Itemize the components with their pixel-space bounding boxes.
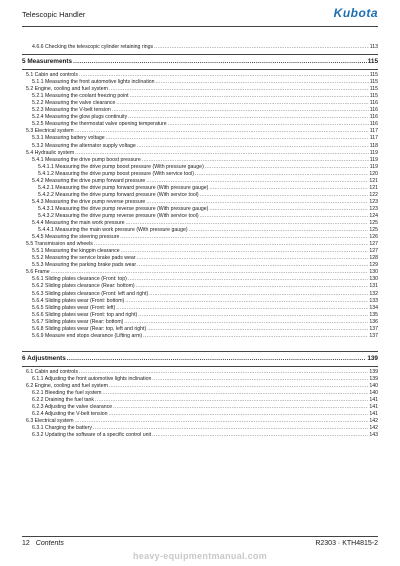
toc-entry[interactable] xyxy=(22,326,378,333)
toc-leader-dots xyxy=(113,404,368,411)
toc-page-number: 115 xyxy=(369,72,378,79)
toc-entry[interactable] xyxy=(22,192,378,199)
toc-page-number: 116 xyxy=(369,121,378,128)
toc-leader-dots xyxy=(137,262,368,269)
toc-page-number: 116 xyxy=(369,100,378,107)
toc-entry[interactable] xyxy=(22,404,378,411)
toc-entry[interactable] xyxy=(22,312,378,319)
toc-entry-title: 5.4.2.1 Measuring the drive pump forward pressure (With pressure gauge) xyxy=(38,184,209,191)
toc-entry-title: 5.3 Electrical system xyxy=(26,128,74,135)
toc-leader-dots xyxy=(209,206,368,213)
toc-page-number: 131 xyxy=(369,283,378,290)
footer-section: Contents xyxy=(35,540,64,547)
toc-entry-title: 5.3.1 Measuring battery voltage xyxy=(32,135,105,142)
toc-page-number: 140 xyxy=(369,389,378,396)
toc-entry[interactable] xyxy=(22,269,378,276)
toc-entry-title: 5.2.1 Measuring the coolant freezing point xyxy=(32,93,129,100)
toc-page-number: 133 xyxy=(369,297,378,304)
toc-page-number: 118 xyxy=(369,142,378,149)
toc-entry-title: 5.4.2 Measuring the drive pump forward pressure xyxy=(32,177,146,184)
toc-entry-title: 5.4.1.1 Measuring the drive pump boost pressure (With pressure gauge) xyxy=(38,163,204,170)
toc-entry[interactable] xyxy=(22,178,378,185)
toc-page-number: 127 xyxy=(369,248,378,255)
toc-entry-title: 6.2.4 Adjusting the V-belt tension xyxy=(32,411,108,418)
toc-entry-title: 5.4.4 Measuring the main work pressure xyxy=(32,220,125,227)
toc-entry-title: 5.6 Frame xyxy=(26,269,50,276)
toc-entry-title: 5.2.2 Measuring the valve clearance xyxy=(32,100,116,107)
toc-page-number: 135 xyxy=(369,311,378,318)
toc-leader-dots xyxy=(147,326,368,333)
toc-entry[interactable] xyxy=(22,291,378,298)
toc-page-number: 115 xyxy=(369,79,378,86)
section-divider xyxy=(22,54,378,55)
toc-entry[interactable] xyxy=(22,390,378,397)
toc-entry[interactable] xyxy=(22,135,378,142)
toc-leader-dots xyxy=(128,276,368,283)
toc-page-number: 141 xyxy=(369,411,378,418)
toc-page-number: 121 xyxy=(369,177,378,184)
toc-entry-title: 6.3.2 Updating the software of a specific control unit xyxy=(32,432,152,439)
page-header xyxy=(22,0,378,28)
toc-entry[interactable] xyxy=(22,227,378,234)
toc-entry[interactable] xyxy=(22,262,378,269)
toc-leader-dots xyxy=(146,178,368,185)
toc-page-number: 117 xyxy=(369,135,378,142)
toc-entry-title: 4.6.6 Checking the telescopic cylinder retaining rings xyxy=(32,44,154,50)
toc-page-number: 137 xyxy=(369,332,378,339)
toc-entry-title: 5.6.9 Measure end stops clearance (Lifting arm) xyxy=(32,332,143,339)
toc-page-number: 141 xyxy=(369,397,378,404)
toc-entry-title: 5.6.7 Sliding plates wear (Rear: bottom) xyxy=(32,318,124,325)
page-number: 12 xyxy=(22,540,30,547)
section-divider xyxy=(22,69,378,70)
toc-entry-title: 5.2.5 Measuring the thermostat valve opening temperature xyxy=(32,121,167,128)
toc-entry[interactable] xyxy=(22,276,378,283)
toc-entry-title: 5.5.3 Measuring the parking brake pads wear xyxy=(32,262,137,269)
toc-entry[interactable] xyxy=(22,72,378,79)
toc-entry[interactable] xyxy=(22,171,378,178)
toc-entry-title: 6.2.3 Adjusting the valve clearance xyxy=(32,404,113,411)
toc-entry-title: 5.4.3.1 Measuring the drive pump reverse pressure (With pressure gauge) xyxy=(38,205,209,212)
toc-page-number: 119 xyxy=(369,156,378,163)
toc-entry[interactable] xyxy=(22,418,378,425)
toc-entry[interactable] xyxy=(22,383,378,390)
toc-entry[interactable] xyxy=(22,86,378,93)
kubota-logo: Kubota xyxy=(333,6,378,20)
toc-entry-title: 5.5.1 Measuring the kingpin clearance xyxy=(32,248,120,255)
toc-leader-dots xyxy=(125,298,368,305)
toc-entry-title: 5.6.4 Sliding plates wear (Front: bottom) xyxy=(32,297,125,304)
toc-leader-dots xyxy=(103,390,369,397)
toc-leader-dots xyxy=(121,248,369,255)
toc-page-number: 132 xyxy=(369,290,378,297)
toc-entry[interactable] xyxy=(22,44,378,51)
footer-divider xyxy=(22,536,378,537)
toc-entry-title: 5.4 Hydraulic system xyxy=(26,149,75,156)
toc-entry-title: 5.4.3 Measuring the drive pump reverse pressure xyxy=(32,198,146,205)
toc-entry[interactable] xyxy=(22,114,378,121)
toc-leader-dots xyxy=(94,241,368,248)
toc-entry-title: 5.4.2.2 Measuring the drive pump forward pressure (With service tool) xyxy=(38,191,199,198)
toc-leader-dots xyxy=(51,269,369,276)
toc-entry[interactable] xyxy=(22,79,378,86)
toc-leader-dots xyxy=(95,397,368,404)
toc-leader-dots xyxy=(75,418,369,425)
toc-leader-dots xyxy=(200,192,369,199)
toc-entry-title: 5.4.5 Measuring the steering pressure xyxy=(32,234,120,241)
toc-entry[interactable] xyxy=(22,319,378,326)
toc-leader-dots xyxy=(109,383,368,390)
toc-leader-dots xyxy=(112,107,369,114)
toc-entry[interactable] xyxy=(22,432,378,439)
toc-entry-title: 6.2.2 Draining the fuel tank xyxy=(32,397,95,404)
toc-entry[interactable] xyxy=(22,376,378,383)
toc-leader-dots xyxy=(156,79,369,86)
toc-leader-dots xyxy=(149,291,368,298)
toc-entry[interactable] xyxy=(22,157,378,164)
toc-entry-title: 5.1 Cabin and controls xyxy=(26,72,78,79)
toc-page-number: 122 xyxy=(369,191,378,198)
toc-entry[interactable] xyxy=(22,234,378,241)
toc-page-number: 142 xyxy=(369,425,378,432)
toc-leader-dots xyxy=(120,234,368,241)
toc-page-number: 143 xyxy=(369,432,378,439)
toc-leader-dots xyxy=(154,44,369,51)
toc-entry-title: 5.2.3 Measuring the V-belt tension xyxy=(32,107,111,114)
toc-leader-dots xyxy=(124,319,368,326)
toc-page-number: 117 xyxy=(369,128,378,135)
toc-entry[interactable] xyxy=(22,150,378,157)
toc-entry[interactable] xyxy=(22,255,378,262)
section-divider xyxy=(22,366,378,367)
toc-entry-title: 6.3 Electrical system xyxy=(26,418,74,425)
toc-entry[interactable] xyxy=(22,206,378,213)
toc-entry[interactable] xyxy=(22,93,378,100)
toc-page-number: 115 xyxy=(369,93,378,100)
toc-entry[interactable] xyxy=(22,369,378,376)
toc-leader-dots xyxy=(75,128,369,135)
toc-page-number: 130 xyxy=(369,276,378,283)
toc-entry-title: 6.1.1 Adjusting the front automotive lights inclination xyxy=(32,375,152,382)
toc-entry[interactable] xyxy=(22,185,378,192)
toc-page-number: 127 xyxy=(369,241,378,248)
toc-leader-dots xyxy=(93,425,368,432)
toc-leader-dots xyxy=(116,305,368,312)
toc-leader-dots xyxy=(138,312,368,319)
toc-leader-dots xyxy=(200,213,369,220)
toc-leader-dots xyxy=(75,150,369,157)
toc-entry-title: 5.4.3.2 Measuring the drive pump reverse pressure (With service tool) xyxy=(38,212,199,219)
toc-entry[interactable] xyxy=(22,107,378,114)
toc-page-number: 126 xyxy=(369,234,378,241)
toc-page-number: 140 xyxy=(369,382,378,389)
document-title: Telescopic Handler xyxy=(22,10,86,19)
toc-leader-dots xyxy=(106,135,369,142)
watermark: heavy-equipmentmanual.com xyxy=(132,551,268,561)
toc-entry[interactable] xyxy=(22,305,378,312)
toc-page-number: 134 xyxy=(369,304,378,311)
toc-page-number: 121 xyxy=(369,184,378,191)
toc-entry[interactable] xyxy=(22,248,378,255)
toc-page-number: 125 xyxy=(369,220,378,227)
table-of-contents xyxy=(22,44,378,439)
toc-entry-title: 5.2 Engine, cooling and fuel system xyxy=(26,86,108,93)
section-divider xyxy=(22,351,378,352)
toc-entry-title: 5.4.1 Measuring the drive pump boost pressure xyxy=(32,156,141,163)
toc-page-number: 124 xyxy=(369,212,378,219)
toc-page-number: 128 xyxy=(369,255,378,262)
toc-leader-dots xyxy=(137,255,369,262)
toc-entry[interactable] xyxy=(22,164,378,171)
toc-leader-dots xyxy=(143,333,368,340)
toc-leader-dots xyxy=(189,227,369,234)
toc-page-number: 113 xyxy=(369,44,378,50)
toc-entry[interactable] xyxy=(22,128,378,135)
toc-entry[interactable] xyxy=(22,220,378,227)
footer-doc-ref: R2303 · KTH4815-2 xyxy=(315,540,378,547)
toc-leader-dots xyxy=(73,57,367,66)
toc-page-number: 136 xyxy=(369,318,378,325)
toc-leader-dots xyxy=(152,432,368,439)
toc-leader-dots xyxy=(109,411,369,418)
toc-leader-dots xyxy=(142,157,369,164)
toc-page-number: 115 xyxy=(369,86,378,93)
toc-entry[interactable] xyxy=(22,298,378,305)
toc-page-number: 139 xyxy=(367,354,378,362)
section-gap xyxy=(22,340,378,348)
toc-entry[interactable] xyxy=(22,354,378,363)
toc-entry[interactable] xyxy=(22,241,378,248)
toc-page-number: 141 xyxy=(369,404,378,411)
toc-entry[interactable] xyxy=(22,199,378,206)
toc-leader-dots xyxy=(79,72,369,79)
toc-entry[interactable] xyxy=(22,425,378,432)
toc-entry-title: 5.5 Transmission and wheels xyxy=(26,241,93,248)
toc-entry-title: 5.3.2 Measuring the alternator supply voltage xyxy=(32,142,136,149)
toc-entry-title: 5.4.1.2 Measuring the drive pump boost pressure (With service tool) xyxy=(38,170,194,177)
toc-leader-dots xyxy=(205,164,369,171)
toc-entry-title: 6 Adjustments xyxy=(22,354,66,362)
toc-entry-title: 5.6.6 Sliding plates wear (Front: top and right) xyxy=(32,311,138,318)
toc-entry-title: 6.2.1 Bleeding the fuel system xyxy=(32,389,102,396)
toc-page-number: 119 xyxy=(369,149,378,156)
footer-page-info xyxy=(22,540,64,547)
toc-page-number: 130 xyxy=(369,269,378,276)
toc-entry[interactable] xyxy=(22,397,378,404)
toc-leader-dots xyxy=(209,185,368,192)
toc-page-number: 120 xyxy=(369,170,378,177)
toc-page-number: 116 xyxy=(369,107,378,114)
toc-entry-title: 5.2.4 Measuring the glow plugs continuity xyxy=(32,114,128,121)
toc-entry-title: 6.1 Cabin and controls xyxy=(26,368,78,375)
toc-page-number: 129 xyxy=(369,262,378,269)
toc-entry-title: 5.1.1 Measuring the front automotive lights inclination xyxy=(32,79,155,86)
toc-entry[interactable] xyxy=(22,143,378,150)
toc-leader-dots xyxy=(116,100,368,107)
toc-page-number: 142 xyxy=(369,418,378,425)
toc-entry[interactable] xyxy=(22,213,378,220)
toc-entry[interactable] xyxy=(22,57,378,66)
toc-page-number: 123 xyxy=(369,205,378,212)
toc-entry-title: 5.6.5 Sliding plates wear (Front: left) xyxy=(32,304,116,311)
toc-leader-dots xyxy=(136,283,369,290)
toc-entry[interactable] xyxy=(22,283,378,290)
toc-page-number: 139 xyxy=(369,368,378,375)
toc-leader-dots xyxy=(152,376,368,383)
toc-entry-title: 5.6.8 Sliding plates wear (Rear: top, left and right) xyxy=(32,325,147,332)
toc-entry-title: 5.5.2 Measuring the service brake pads wear xyxy=(32,255,136,262)
toc-leader-dots xyxy=(67,354,367,363)
toc-page-number: 115 xyxy=(367,58,378,66)
toc-leader-dots xyxy=(126,220,369,227)
toc-entry-title: 5.6.3 Sliding plates clearance (Front: left and right) xyxy=(32,290,149,297)
toc-leader-dots xyxy=(130,93,369,100)
toc-page-number: 125 xyxy=(369,227,378,234)
toc-entry-title: 5.6.2 Sliding plates clearance (Rear: bottom) xyxy=(32,283,135,290)
toc-page-number: 119 xyxy=(369,163,378,170)
toc-page-number: 116 xyxy=(369,114,378,121)
toc-leader-dots xyxy=(109,86,369,93)
toc-entry-title: 6.3.1 Charging the battery xyxy=(32,425,92,432)
toc-leader-dots xyxy=(195,171,368,178)
toc-leader-dots xyxy=(79,369,368,376)
toc-entry[interactable] xyxy=(22,333,378,340)
header-divider xyxy=(22,26,378,27)
toc-entry[interactable] xyxy=(22,121,378,128)
toc-entry[interactable] xyxy=(22,411,378,418)
toc-entry[interactable] xyxy=(22,100,378,107)
toc-entry-title: 5.4.4.1 Measuring the main work pressure (With pressure gauge) xyxy=(38,227,188,234)
toc-page-number: 139 xyxy=(369,375,378,382)
toc-entry-title: 6.2 Engine, cooling and fuel system xyxy=(26,382,108,389)
toc-entry-title: 5 Measurements xyxy=(22,58,73,66)
toc-leader-dots xyxy=(146,199,368,206)
toc-page-number: 123 xyxy=(369,198,378,205)
toc-leader-dots xyxy=(168,121,369,128)
toc-leader-dots xyxy=(128,114,369,121)
toc-entry-title: 5.6.1 Sliding plates clearance (Front: top) xyxy=(32,276,127,283)
toc-leader-dots xyxy=(137,143,369,150)
toc-page-number: 137 xyxy=(369,325,378,332)
